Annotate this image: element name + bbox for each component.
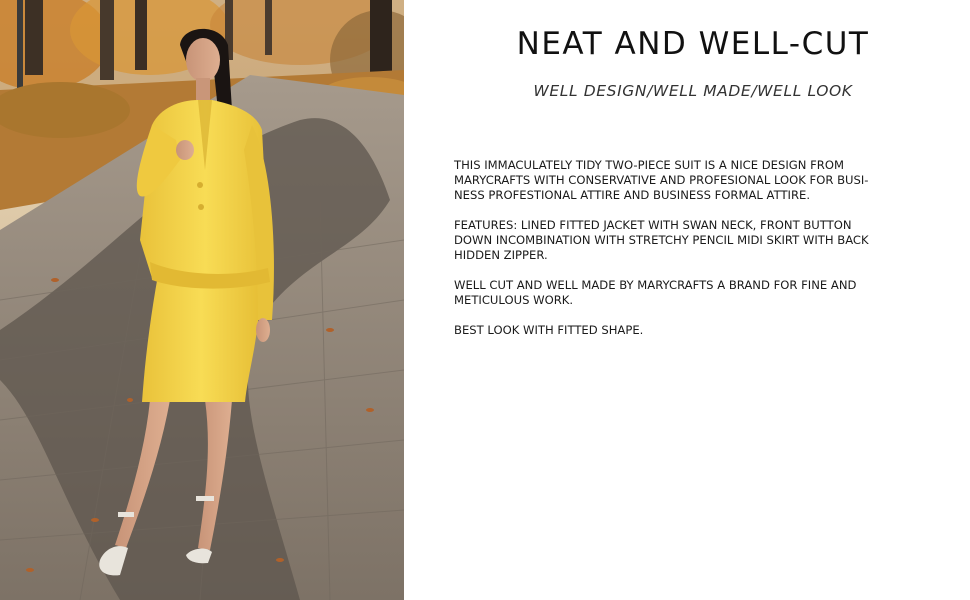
product-photo [0, 0, 404, 600]
description-paragraph-features: FEATURES: LINED FITTED JACKET WITH SWAN NECK, FRONT BUTTON DOWN INCOMBINATION WITH STRETCHY PENCIL MIDI SKIRT WITH BACK HIDDEN ZIPPER. [454, 218, 869, 262]
model-in-yellow-suit-image [0, 0, 404, 600]
subheadline: WELL DESIGN/WELL MADE/WELL LOOK [533, 82, 853, 100]
description-body [454, 158, 914, 353]
description-panel [404, 0, 970, 600]
headline: NEAT AND WELL-CUT [516, 26, 870, 62]
description-paragraph-brand: WELL CUT AND WELL MADE BY MARYCRAFTS A BRAND FOR FINE AND METICULOUS WORK. [454, 278, 857, 307]
description-paragraph-intro: THIS IMMACULATELY TIDY TWO-PIECE SUIT IS A NICE DESIGN FROM MARYCRAFTS WITH CONSERVATIVE AND PROFESIONAL LOOK FOR BUSI- NESS PROFESTIONAL ATTIRE AND BUSINESS FORMAL ATTIRE. [454, 158, 869, 202]
description-paragraph-fit: BEST LOOK WITH FITTED SHAPE. [454, 323, 644, 337]
